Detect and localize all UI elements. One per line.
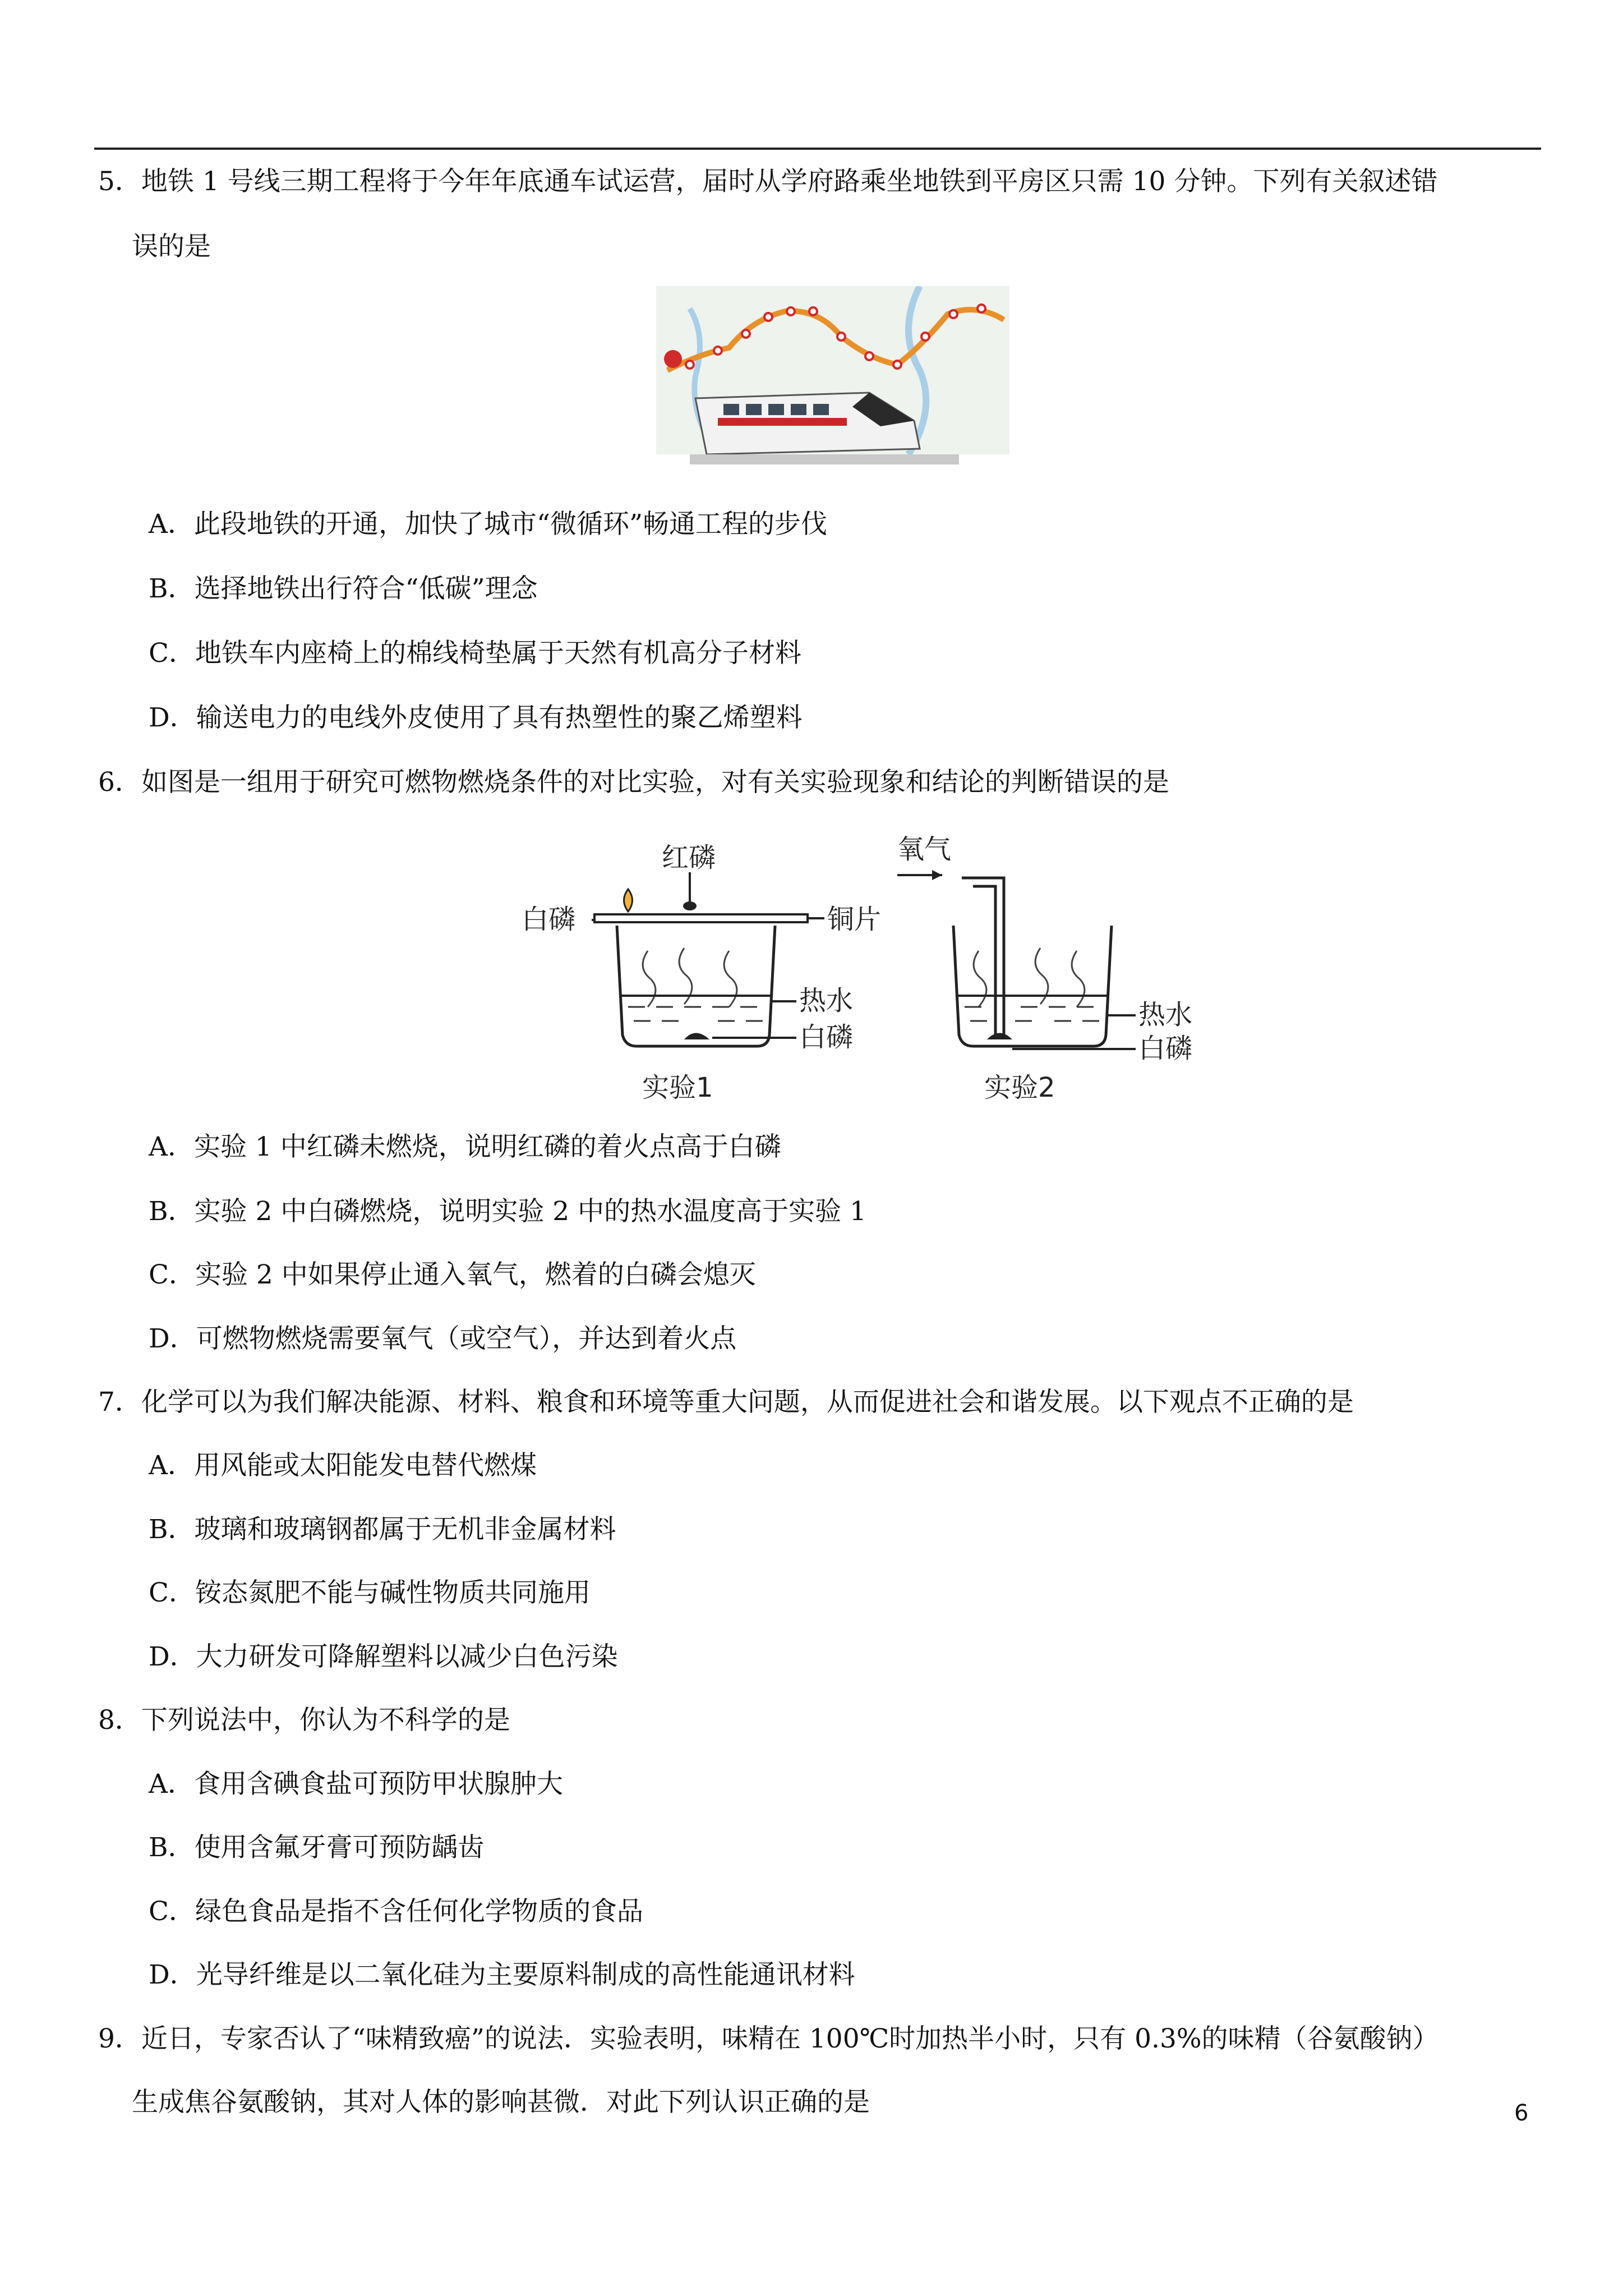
label-white-phosphorus-bottom: 白磷 <box>799 1022 854 1053</box>
combustion-experiment-figure <box>516 827 1206 1119</box>
q8-option-d: D．光导纤维是以二氧化硅为主要原料制成的高性能通讯材料 <box>149 1959 855 1990</box>
q8-option-a: A．食用含碘食盐可预防甲状腺肿大 <box>149 1769 563 1800</box>
q8-option-c: C．绿色食品是指不含任何化学物质的食品 <box>149 1896 643 1927</box>
q5-option-a: A．此段地铁的开通，加快了城市“微循环”畅通工程的步伐 <box>149 509 827 540</box>
q5-stem-line1: 5．地铁 1 号线三期工程将于今年年底通车试运营，届时从学府路乘坐地铁到平房区只需 10 分钟。下列有关叙述错 <box>98 166 1438 197</box>
q5-stem-line2: 误的是 <box>132 231 211 262</box>
q7-option-a: A．用风能或太阳能发电替代燃煤 <box>149 1450 537 1481</box>
q7-stem: 7．化学可以为我们解决能源、材料、粮食和环境等重大问题，从而促进社会和谐发展。以下观点不正确的是 <box>98 1387 1354 1418</box>
label-hot-water-1: 热水 <box>799 985 854 1016</box>
q8-option-b: B．使用含氟牙膏可预防龋齿 <box>149 1832 485 1863</box>
label-hot-water-2: 热水 <box>1138 999 1193 1030</box>
caption-experiment-2: 实验2 <box>984 1072 1055 1103</box>
q6-option-c: C．实验 2 中如果停止通入氧气，燃着的白磷会熄灭 <box>149 1259 756 1290</box>
q5-option-d: D．输送电力的电线外皮使用了具有热塑性的聚乙烯塑料 <box>149 702 803 733</box>
q7-option-b: B．玻璃和玻璃钢都属于无机非金属材料 <box>149 1514 616 1545</box>
q7-option-d: D．大力研发可降解塑料以减少白色污染 <box>149 1641 618 1672</box>
q6-option-a: A．实验 1 中红磷未燃烧，说明红磷的着火点高于白磷 <box>149 1131 781 1162</box>
q6-option-d: D．可燃物燃烧需要氧气（或空气），并达到着火点 <box>149 1323 737 1354</box>
q5-option-b: B．选择地铁出行符合“低碳”理念 <box>149 573 538 604</box>
q6-stem: 6．如图是一组用于研究可燃物燃烧条件的对比实验，对有关实验现象和结论的判断错误的是 <box>98 767 1169 798</box>
q5-option-c: C．地铁车内座椅上的棉线椅垫属于天然有机高分子材料 <box>149 638 801 669</box>
caption-experiment-1: 实验1 <box>642 1072 713 1103</box>
label-white-phosphorus-2: 白磷 <box>1138 1033 1193 1064</box>
q9-stem-line1: 9．近日，专家否认了“味精致癌”的说法．实验表明，味精在 100℃时加热半小时，只有 0.3%的味精（谷氨酸钠） <box>98 2023 1439 2054</box>
q9-stem-line2: 生成焦谷氨酸钠，其对人体的影响甚微．对此下列认识正确的是 <box>132 2087 870 2118</box>
q8-stem: 8．下列说法中，你认为不科学的是 <box>98 1705 510 1736</box>
label-red-phosphorus: 红磷 <box>662 842 716 873</box>
page-number: 6 <box>1514 2100 1529 2126</box>
q6-option-b: B．实验 2 中白磷燃烧，说明实验 2 中的热水温度高于实验 1 <box>149 1196 866 1227</box>
label-oxygen: 氧气 <box>897 834 952 865</box>
label-copper-sheet: 铜片 <box>827 904 882 935</box>
subway-map-image <box>656 286 1009 471</box>
q7-option-c: C．铵态氮肥不能与碱性物质共同施用 <box>149 1577 591 1608</box>
header-rule <box>94 148 1541 150</box>
label-white-phosphorus-top: 白磷 <box>522 904 576 935</box>
